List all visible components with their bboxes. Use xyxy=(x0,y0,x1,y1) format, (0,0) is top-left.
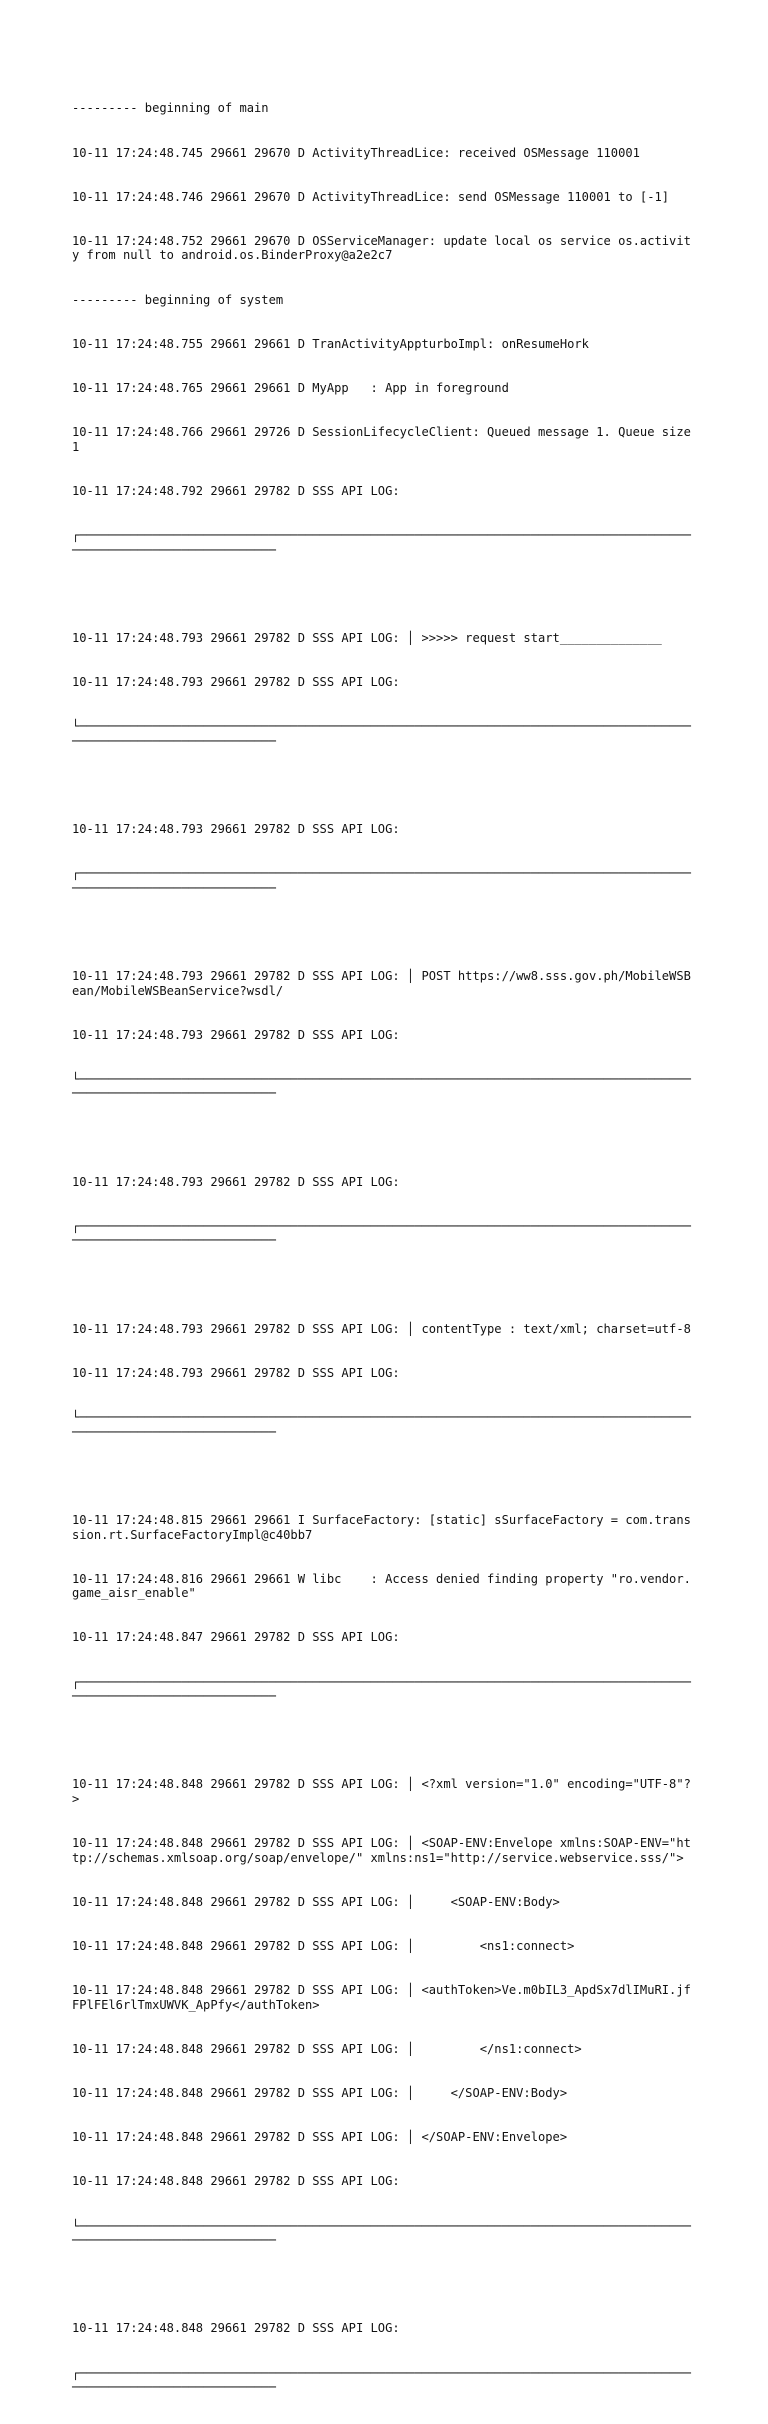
log-blank-line xyxy=(72,1469,698,1484)
box-top-border: ┌──────────────────────────────────────────────────────────────────────────────────────────────────────────────── xyxy=(72,1674,691,1704)
log-line: 10-11 17:24:48.755 29661 29661 D TranActivityAppturboImpl: onResumeHork xyxy=(72,336,589,351)
box-bottom-border: └──────────────────────────────────────────────────────────────────────────────────────────────────────────────── xyxy=(72,1409,691,1439)
log-line: 10-11 17:24:48.793 29661 29782 D SSS API LOG: xyxy=(72,1365,400,1380)
log-line: 10-11 17:24:48.848 29661 29782 D SSS API LOG: │ <?xml version="1.0" encoding="UTF-8"?> xyxy=(72,1777,691,1807)
log-line: 10-11 17:24:48.793 29661 29782 D SSS API LOG: xyxy=(72,1174,400,1189)
log-blank-line xyxy=(72,778,698,793)
log-blank-line xyxy=(72,1131,698,1146)
log-line: 10-11 17:24:48.848 29661 29782 D SSS API LOG: xyxy=(72,2321,400,2336)
box-top-border: ┌──────────────────────────────────────────────────────────────────────────────────────────────────────────────── xyxy=(72,527,691,557)
log-blank-line xyxy=(72,1733,698,1748)
box-bottom-border: └──────────────────────────────────────────────────────────────────────────────────────────────────────────────── xyxy=(72,2218,691,2248)
log-line: 10-11 17:24:48.848 29661 29782 D SSS API LOG: │ </SOAP-ENV:Body> xyxy=(72,2086,568,2101)
log-line: 10-11 17:24:48.848 29661 29782 D SSS API LOG: │ <SOAP-ENV:Body> xyxy=(72,1895,560,1910)
log-line: 10-11 17:24:48.815 29661 29661 I SurfaceFactory: [static] sSurfaceFactory = com.transsion.rt.SurfaceFactoryImpl@c40bb7 xyxy=(72,1512,691,1542)
log-line: 10-11 17:24:48.848 29661 29782 D SSS API LOG: │ </SOAP-ENV:Envelope> xyxy=(72,2130,568,2145)
box-bottom-border: └──────────────────────────────────────────────────────────────────────────────────────────────────────────────── xyxy=(72,1071,691,1101)
box-top-border: ┌──────────────────────────────────────────────────────────────────────────────────────────────────────────────── xyxy=(72,865,691,895)
log-line: 10-11 17:24:48.793 29661 29782 D SSS API LOG: │ POST https://ww8.sss.gov.ph/MobileWSBean/MobileWSBeanService?wsdl/ xyxy=(72,968,691,998)
log-line: 10-11 17:24:48.848 29661 29782 D SSS API LOG: │ <ns1:connect> xyxy=(72,1939,575,1954)
log-line: 10-11 17:24:48.793 29661 29782 D SSS API LOG: │ contentType : text/xml; charset=utf-8 xyxy=(72,1321,691,1336)
log-line: 10-11 17:24:48.793 29661 29782 D SSS API LOG: xyxy=(72,1027,400,1042)
log-line: 10-11 17:24:48.793 29661 29782 D SSS API LOG: xyxy=(72,674,400,689)
log-line: 10-11 17:24:48.816 29661 29661 W libc : Access denied finding property "ro.vendor.game_aisr_enable" xyxy=(72,1571,691,1601)
log-line: --------- beginning of system xyxy=(72,292,284,307)
log-line: --------- beginning of main xyxy=(72,101,269,116)
log-document xyxy=(72,72,698,2424)
box-bottom-border: └──────────────────────────────────────────────────────────────────────────────────────────────────────────────── xyxy=(72,718,691,748)
log-line: 10-11 17:24:48.848 29661 29782 D SSS API LOG: │ </ns1:connect> xyxy=(72,2042,582,2057)
log-line: 10-11 17:24:48.752 29661 29670 D OSServiceManager: update local os service os.activity from null to android.os.BinderProxy@a2e2c7 xyxy=(72,233,691,263)
log-line: 10-11 17:24:48.766 29661 29726 D SessionLifecycleClient: Queued message 1. Queue size 1 xyxy=(72,424,699,454)
log-line: 10-11 17:24:48.847 29661 29782 D SSS API LOG: xyxy=(72,1630,400,1645)
log-line: 10-11 17:24:48.793 29661 29782 D SSS API LOG: xyxy=(72,821,400,836)
log-blank-line xyxy=(72,587,698,602)
log-line: 10-11 17:24:48.765 29661 29661 D MyApp : App in foreground xyxy=(72,380,509,395)
log-line: 10-11 17:24:48.793 29661 29782 D SSS API LOG: │ >>>>> request start______________ xyxy=(72,630,662,645)
log-blank-line xyxy=(72,2277,698,2292)
box-top-border: ┌──────────────────────────────────────────────────────────────────────────────────────────────────────────────── xyxy=(72,2365,691,2395)
log-output xyxy=(72,72,698,2424)
log-line: 10-11 17:24:48.848 29661 29782 D SSS API LOG: │ <SOAP-ENV:Envelope xmlns:SOAP-ENV="http://schemas.xmlsoap.org/soap/envelope/" xmlns:ns1="http://service.webservice.sss/"> xyxy=(72,1836,691,1865)
log-line: 10-11 17:24:48.848 29661 29782 D SSS API LOG: │ <authToken>Ve.m0bIL3_ApdSx7dlIMuRI.jfFPlFEl6rlTmxUWVK_ApPfy</authToken> xyxy=(72,1983,691,2012)
log-blank-line xyxy=(72,1278,698,1293)
log-line: 10-11 17:24:48.792 29661 29782 D SSS API LOG: xyxy=(72,483,400,498)
log-line: 10-11 17:24:48.746 29661 29670 D ActivityThreadLice: send OSMessage 110001 to [-1] xyxy=(72,189,670,204)
log-blank-line xyxy=(72,925,698,940)
box-top-border: ┌──────────────────────────────────────────────────────────────────────────────────────────────────────────────── xyxy=(72,1218,691,1248)
log-line: 10-11 17:24:48.848 29661 29782 D SSS API LOG: xyxy=(72,2174,400,2189)
log-line: 10-11 17:24:48.745 29661 29670 D ActivityThreadLice: received OSMessage 110001 xyxy=(72,145,640,160)
